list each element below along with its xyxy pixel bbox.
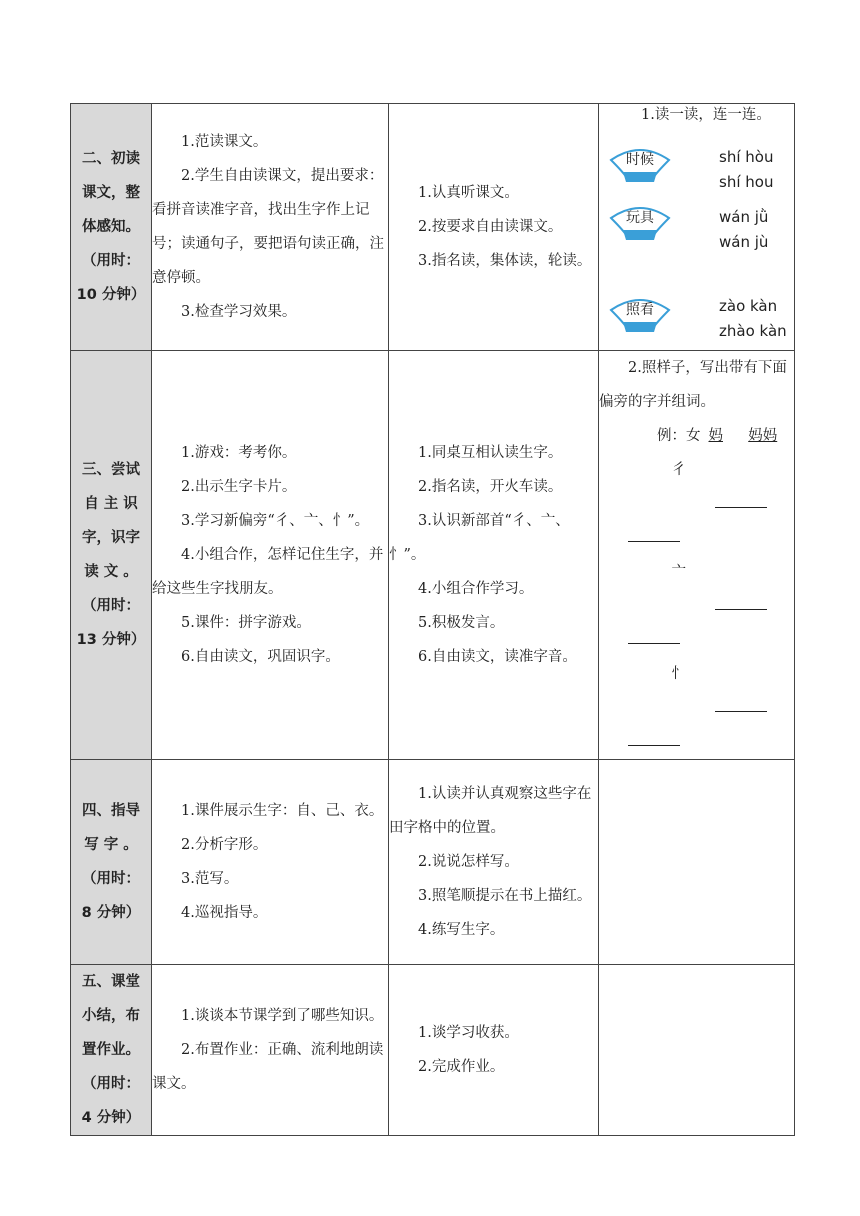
stage-line: 10 分钟） — [76, 287, 146, 303]
lesson-plan-table — [70, 103, 795, 1136]
teacher-step: 2.出示生字卡片。 — [181, 479, 297, 495]
word-text: 玩具 — [626, 210, 654, 226]
answer-blank[interactable] — [715, 487, 767, 508]
table-row — [71, 104, 795, 351]
pinyin-option: wán jǜ — [719, 208, 769, 226]
teacher-step: 1.课件展示生字：自、己、衣。 — [181, 803, 384, 819]
stage-line: 字，识字 — [82, 530, 140, 546]
exercise-cell — [599, 104, 795, 351]
stage-line: 小结，布 — [82, 1008, 140, 1024]
student-step: 1.同桌互相认读生字。 — [418, 445, 563, 461]
stage-line: 自 主 识 — [84, 496, 138, 512]
teacher-step: 1.游戏：考考你。 — [181, 445, 297, 461]
stage-line: （用时： — [82, 1076, 140, 1092]
student-step: 1.认真听课文。 — [418, 185, 519, 201]
answer-blank[interactable] — [715, 691, 767, 712]
exercise-title: 2.照样子，写出带有下面偏旁的字并组词。 — [599, 360, 787, 410]
student-step: 2.按要求自由读课文。 — [418, 219, 563, 235]
teacher-step: 3.检查学习效果。 — [181, 304, 297, 320]
teacher-step: 1.谈谈本节课学到了哪些知识。 — [181, 1008, 384, 1024]
answer-blank[interactable] — [715, 589, 767, 610]
student-step: 3.照笔顺提示在书上描红。 — [418, 888, 592, 904]
radical: 亠 — [671, 564, 686, 580]
stage-line: 二、初读 — [82, 151, 140, 167]
stage-line: 8 分钟） — [81, 905, 141, 921]
teacher-activity-cell — [152, 760, 389, 965]
stage-line: 三、尝试 — [82, 462, 140, 478]
example-char: 妈 — [708, 428, 723, 444]
stage-cell — [71, 760, 152, 965]
student-step: 3.指名读，集体读，轮读。 — [418, 253, 592, 269]
teacher-step: 6.自由读文，巩固识字。 — [181, 649, 340, 665]
table-row — [71, 965, 795, 1136]
answer-blank[interactable] — [628, 521, 680, 542]
word-text: 照看 — [626, 302, 654, 318]
empty-cell — [599, 760, 795, 965]
teacher-step: 2.布置作业：正确、流利地朗读课文。 — [152, 1042, 384, 1092]
pinyin-option: shí hòu — [719, 148, 774, 166]
radical-row — [599, 453, 794, 521]
table-row — [71, 351, 795, 760]
answer-line[interactable] — [599, 623, 794, 657]
student-step: 2.指名读，开火车读。 — [418, 479, 563, 495]
answer-blank[interactable] — [628, 623, 680, 644]
example-prefix: 例：女 — [657, 428, 701, 444]
exercise-title: 1.读一读，连一连。 — [641, 107, 771, 123]
teacher-step: 1.范读课文。 — [181, 134, 268, 150]
student-activity-cell — [389, 351, 599, 760]
empty-cell — [599, 965, 795, 1136]
stage-line: 四、指导 — [82, 803, 140, 819]
teacher-step: 2.分析字形。 — [181, 837, 268, 853]
stage-cell — [71, 351, 152, 760]
stage-line: 置作业。 — [82, 1042, 140, 1058]
student-step: 2.完成作业。 — [418, 1059, 505, 1075]
radical: 彳 — [671, 462, 686, 478]
student-step: 1.谈学习收获。 — [418, 1025, 519, 1041]
stage-line: （用时： — [82, 871, 140, 887]
radical: 忄 — [671, 666, 686, 682]
pinyin-option: wán jù — [719, 233, 769, 251]
stage-line: 读 文 。 — [84, 564, 138, 580]
student-step: 4.小组合作学习。 — [418, 581, 534, 597]
pinyin-option: zhào kàn — [719, 322, 787, 340]
teacher-step: 4.小组合作，怎样记住生字，并给这些生字找朋友。 — [152, 547, 384, 597]
answer-line[interactable] — [599, 521, 794, 555]
stage-line: 13 分钟） — [76, 632, 146, 648]
teacher-activity-cell — [152, 104, 389, 351]
student-activity-cell — [389, 104, 599, 351]
word-card — [607, 196, 673, 242]
student-step: 3.认识新部首“彳、亠、忄”。 — [389, 513, 570, 563]
student-step: 2.说说怎样写。 — [418, 854, 519, 870]
teacher-step: 2.学生自由读课文，提出要求：看拼音读准字音，找出生字作上记号；读通句子，要把语句读正确，注意停顿。 — [152, 168, 384, 286]
teacher-step: 5.课件：拼字游戏。 — [181, 615, 311, 631]
example-line — [599, 419, 794, 453]
teacher-step: 3.范写。 — [181, 871, 239, 887]
table-row — [71, 760, 795, 965]
teacher-activity-cell — [152, 351, 389, 760]
teacher-step: 4.巡视指导。 — [181, 905, 268, 921]
student-step: 4.练写生字。 — [418, 922, 505, 938]
stage-line: 写 字 。 — [84, 837, 138, 853]
stage-line: （用时： — [82, 598, 140, 614]
word-text: 时候 — [626, 152, 654, 168]
teacher-step: 3.学习新偏旁“彳、亠、忄”。 — [181, 513, 370, 529]
student-activity-cell — [389, 760, 599, 965]
word-card — [607, 288, 673, 334]
student-step: 6.自由读文，读准字音。 — [418, 649, 577, 665]
stage-line: 4 分钟） — [81, 1110, 141, 1126]
stage-line: 五、课堂 — [82, 974, 140, 990]
exercise-cell — [599, 351, 795, 760]
stage-cell — [71, 104, 152, 351]
radical-row — [599, 555, 794, 623]
answer-blank[interactable] — [628, 725, 680, 746]
stage-cell — [71, 965, 152, 1136]
teacher-activity-cell — [152, 965, 389, 1136]
stage-line: （用时： — [82, 253, 140, 269]
student-step: 1.认读并认真观察这些字在田字格中的位置。 — [389, 786, 592, 836]
pinyin-option: shí hou — [719, 173, 774, 191]
answer-line[interactable] — [599, 725, 794, 759]
word-card — [607, 138, 673, 184]
stage-line: 体感知。 — [82, 219, 140, 235]
radical-row — [599, 657, 794, 725]
stage-line: 课文，整 — [82, 185, 140, 201]
pinyin-option: zào kàn — [719, 297, 778, 315]
example-word: 妈妈 — [748, 428, 778, 444]
student-activity-cell — [389, 965, 599, 1136]
student-step: 5.积极发言。 — [418, 615, 505, 631]
